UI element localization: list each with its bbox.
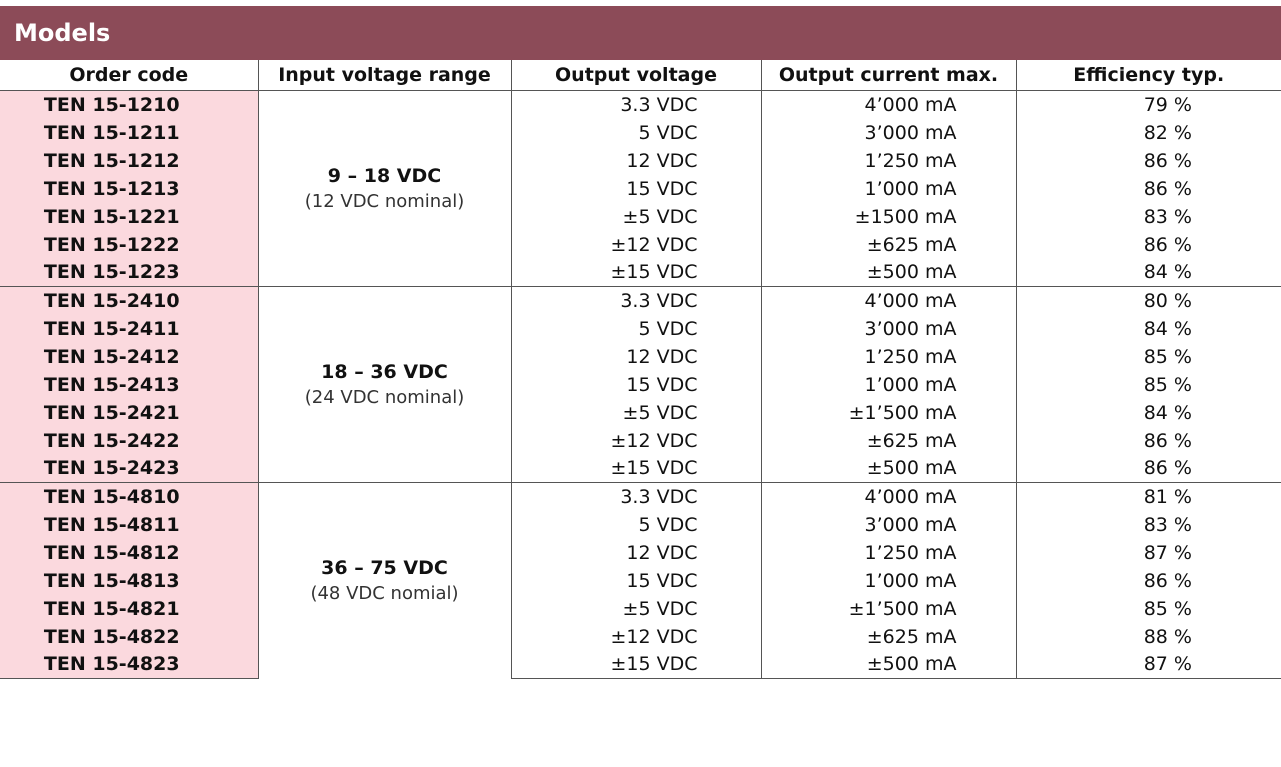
output-voltage-cell: 12 VDC <box>511 343 761 371</box>
output-voltage-cell: 3.3 VDC <box>511 91 761 119</box>
table-row <box>0 315 1281 343</box>
output-voltage-cell: 12 VDC <box>511 539 761 567</box>
output-current-cell: ±1’500 mA <box>761 399 1016 427</box>
output-current-cell: 3’000 mA <box>761 511 1016 539</box>
efficiency-cell: 86 % <box>1143 233 1192 256</box>
output-voltage-cell: 12 VDC <box>511 147 761 175</box>
efficiency-cell: 87 % <box>1143 541 1192 564</box>
table-body <box>0 91 1281 679</box>
output-voltage-cell: 15 VDC <box>511 567 761 595</box>
output-voltage-cell: 15 VDC <box>511 371 761 399</box>
order-code-cell: TEN 15-4810 <box>0 483 258 511</box>
order-code-cell: TEN 15-1223 <box>0 259 258 287</box>
table-row <box>0 567 1281 595</box>
order-code-cell: TEN 15-4813 <box>0 567 258 595</box>
output-voltage-cell: 3.3 VDC <box>511 287 761 315</box>
order-code-cell: TEN 15-2423 <box>0 455 258 483</box>
efficiency-cell: 86 % <box>1016 455 1281 483</box>
efficiency-cell: 85 % <box>1143 597 1192 620</box>
table-row <box>0 623 1281 651</box>
output-voltage-cell: 3.3 VDC <box>511 483 761 511</box>
table-row <box>0 91 1281 119</box>
column-header-efficiency: Efficiency typ. <box>1016 60 1281 91</box>
output-current-cell: ±500 mA <box>761 651 1016 679</box>
output-voltage-cell: ±12 VDC <box>511 427 761 455</box>
input-voltage-nominal: (24 VDC nominal) <box>304 387 465 408</box>
output-current-cell: 1’000 mA <box>761 175 1016 203</box>
order-code-cell: TEN 15-2410 <box>0 287 258 315</box>
input-voltage-range: 9 – 18 VDC <box>327 165 442 187</box>
output-voltage-cell: 5 VDC <box>511 511 761 539</box>
output-current-cell: 4’000 mA <box>761 287 1016 315</box>
efficiency-cell: 86 % <box>1143 177 1192 200</box>
table-row <box>0 595 1281 623</box>
table-row <box>0 147 1281 175</box>
output-current-cell: 1’000 mA <box>761 567 1016 595</box>
input-voltage-cell <box>258 483 511 679</box>
table-header <box>0 60 1281 91</box>
output-current-cell: ±1500 mA <box>761 203 1016 231</box>
output-current-cell: 4’000 mA <box>761 483 1016 511</box>
input-voltage-nominal: (48 VDC nomial) <box>310 583 459 605</box>
efficiency-cell: 87 % <box>1016 651 1281 679</box>
order-code-cell: TEN 15-2412 <box>0 343 258 371</box>
efficiency-cell: 84 % <box>1143 317 1192 340</box>
order-code-cell: TEN 15-2411 <box>0 315 258 343</box>
output-current-cell: ±500 mA <box>761 455 1016 483</box>
output-voltage-cell: ±5 VDC <box>511 399 761 427</box>
output-current-cell: ±625 mA <box>761 231 1016 259</box>
order-code-cell: TEN 15-4823 <box>0 651 258 679</box>
order-code-cell: TEN 15-2421 <box>0 399 258 427</box>
table-row <box>0 539 1281 567</box>
order-code-cell: TEN 15-1212 <box>0 147 258 175</box>
order-code-cell: TEN 15-1211 <box>0 119 258 147</box>
efficiency-cell: 85 % <box>1143 373 1192 396</box>
order-code-cell: TEN 15-2413 <box>0 371 258 399</box>
input-voltage-cell <box>258 91 511 287</box>
output-voltage-cell: 15 VDC <box>511 175 761 203</box>
table-row <box>0 343 1281 371</box>
table-row <box>0 651 1281 679</box>
efficiency-cell: 79 % <box>1016 91 1281 119</box>
efficiency-cell: 88 % <box>1143 625 1192 648</box>
column-header-order-code: Order code <box>0 60 258 91</box>
order-code-cell: TEN 15-1221 <box>0 203 258 231</box>
efficiency-cell: 83 % <box>1143 205 1192 228</box>
table-row <box>0 483 1281 511</box>
table-row <box>0 231 1281 259</box>
output-voltage-cell: ±5 VDC <box>511 203 761 231</box>
output-current-cell: 4’000 mA <box>761 91 1016 119</box>
header-row <box>0 60 1281 91</box>
output-current-cell: ±625 mA <box>761 427 1016 455</box>
order-code-cell: TEN 15-1213 <box>0 175 258 203</box>
efficiency-cell: 86 % <box>1143 429 1192 452</box>
efficiency-cell: 84 % <box>1016 259 1281 287</box>
table-row <box>0 399 1281 427</box>
table-row <box>0 287 1281 315</box>
output-voltage-cell: ±12 VDC <box>511 231 761 259</box>
output-current-cell: 1’000 mA <box>761 371 1016 399</box>
order-code-cell: TEN 15-4811 <box>0 511 258 539</box>
output-voltage-cell: 5 VDC <box>511 315 761 343</box>
output-voltage-cell: 5 VDC <box>511 119 761 147</box>
order-code-cell: TEN 15-4822 <box>0 623 258 651</box>
output-current-cell: 1’250 mA <box>761 539 1016 567</box>
output-voltage-cell: ±15 VDC <box>511 651 761 679</box>
table-row <box>0 203 1281 231</box>
output-voltage-cell: ±5 VDC <box>511 595 761 623</box>
table-row <box>0 175 1281 203</box>
efficiency-cell: 81 % <box>1016 483 1281 511</box>
order-code-cell: TEN 15-1222 <box>0 231 258 259</box>
input-voltage-range: 18 – 36 VDC <box>321 361 448 383</box>
output-current-cell: ±500 mA <box>761 259 1016 287</box>
table-row <box>0 259 1281 287</box>
table-row <box>0 371 1281 399</box>
efficiency-cell: 84 % <box>1143 401 1192 424</box>
output-current-cell: ±1’500 mA <box>761 595 1016 623</box>
output-current-cell: 3’000 mA <box>761 315 1016 343</box>
output-voltage-cell: ±15 VDC <box>511 455 761 483</box>
efficiency-cell: 85 % <box>1143 345 1192 368</box>
input-voltage-cell <box>258 287 511 483</box>
models-table <box>0 60 1281 679</box>
models-section <box>0 6 1281 679</box>
output-current-cell: 1’250 mA <box>761 343 1016 371</box>
output-voltage-cell: ±12 VDC <box>511 623 761 651</box>
output-voltage-cell: ±15 VDC <box>511 259 761 287</box>
order-code-cell: TEN 15-2422 <box>0 427 258 455</box>
output-current-cell: 3’000 mA <box>761 119 1016 147</box>
input-voltage-nominal: (12 VDC nominal) <box>304 191 465 212</box>
table-row <box>0 119 1281 147</box>
column-header-output-current: Output current max. <box>761 60 1016 91</box>
table-row <box>0 455 1281 483</box>
section-title: Models <box>0 6 1281 60</box>
efficiency-cell: 86 % <box>1143 149 1192 172</box>
efficiency-cell: 86 % <box>1143 569 1192 592</box>
output-current-cell: 1’250 mA <box>761 147 1016 175</box>
column-header-output-voltage: Output voltage <box>511 60 761 91</box>
output-current-cell: ±625 mA <box>761 623 1016 651</box>
column-header-input-voltage: Input voltage range <box>258 60 511 91</box>
input-voltage-range: 36 – 75 VDC <box>321 557 448 580</box>
efficiency-cell: 82 % <box>1143 121 1192 144</box>
table-row <box>0 427 1281 455</box>
order-code-cell: TEN 15-4821 <box>0 595 258 623</box>
order-code-cell: TEN 15-4812 <box>0 539 258 567</box>
order-code-cell: TEN 15-1210 <box>0 91 258 119</box>
table-row <box>0 511 1281 539</box>
efficiency-cell: 83 % <box>1143 513 1192 536</box>
efficiency-cell: 80 % <box>1016 287 1281 315</box>
